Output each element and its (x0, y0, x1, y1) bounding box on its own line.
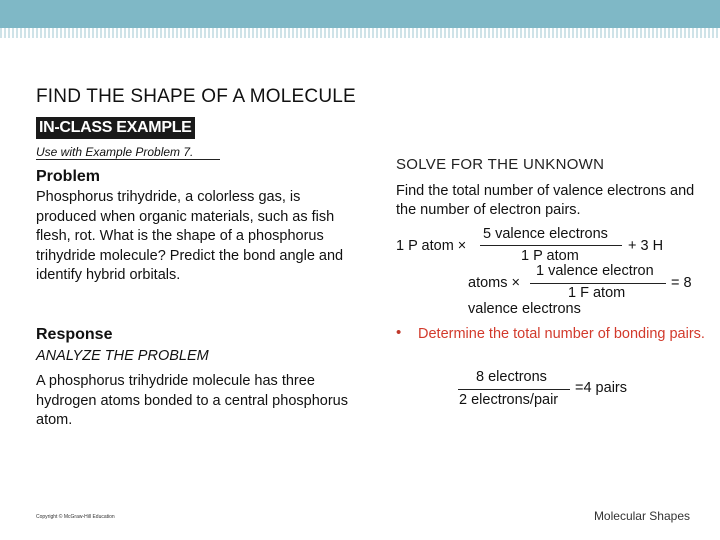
eq2-lhs: atoms × (468, 275, 520, 291)
solve-instructions: Find the total number of valence electrons and the number of electron pairs. (396, 183, 695, 218)
eq3-denominator: 2 electrons/pair (459, 392, 559, 408)
eq3-fraction-bar (458, 389, 570, 390)
slide-title: FIND THE SHAPE OF A MOLECULE (36, 86, 356, 107)
response-text: A phosphorus trihydride molecule has three hydrogen atoms bonded to a central phosphorus atom. (36, 373, 348, 428)
eq2-tail: valence electrons (468, 301, 581, 317)
response-heading: Response (36, 326, 113, 343)
bullet-text: Determine the total number of bonding pairs. (418, 326, 705, 342)
eq2-fraction-bar (530, 283, 666, 284)
bullet-marker: • (396, 324, 402, 341)
eq1-denominator: 1 P atom (521, 248, 579, 264)
eq1-lhs: 1 P atom × (396, 238, 467, 254)
eq2-numerator: 1 valence electron (536, 263, 654, 279)
copyright-notice: Copyright © McGraw-Hill Education (36, 514, 115, 520)
eq1-plus: + 3 H (628, 238, 664, 254)
header-stripe (0, 28, 720, 38)
eq3-result: =4 pairs (575, 380, 627, 396)
in-class-example-badge: IN-CLASS EXAMPLE (36, 117, 195, 139)
problem-text: Phosphorus trihydride, a colorless gas, is produced when organic materials, such as fish flesh, rot. What is the shape of a phosphorus trihydride molecule? Predict the bond angle and identify hybrid orbitals. (36, 189, 344, 283)
footer-title: Molecular Shapes (593, 509, 690, 523)
eq2-result: = 8 (671, 275, 692, 291)
solve-heading: SOLVE FOR THE UNKNOWN (396, 156, 605, 173)
example-reference: Use with Example Problem 7. (36, 145, 220, 160)
eq2-denominator: 1 F atom (568, 285, 626, 301)
problem-heading: Problem (36, 168, 101, 185)
header-bar (0, 0, 720, 28)
eq3-numerator: 8 electrons (476, 369, 547, 385)
eq1-fraction-bar (480, 245, 622, 246)
analyze-heading: ANALYZE THE PROBLEM (36, 348, 209, 364)
eq1-numerator: 5 valence electrons (483, 226, 608, 242)
